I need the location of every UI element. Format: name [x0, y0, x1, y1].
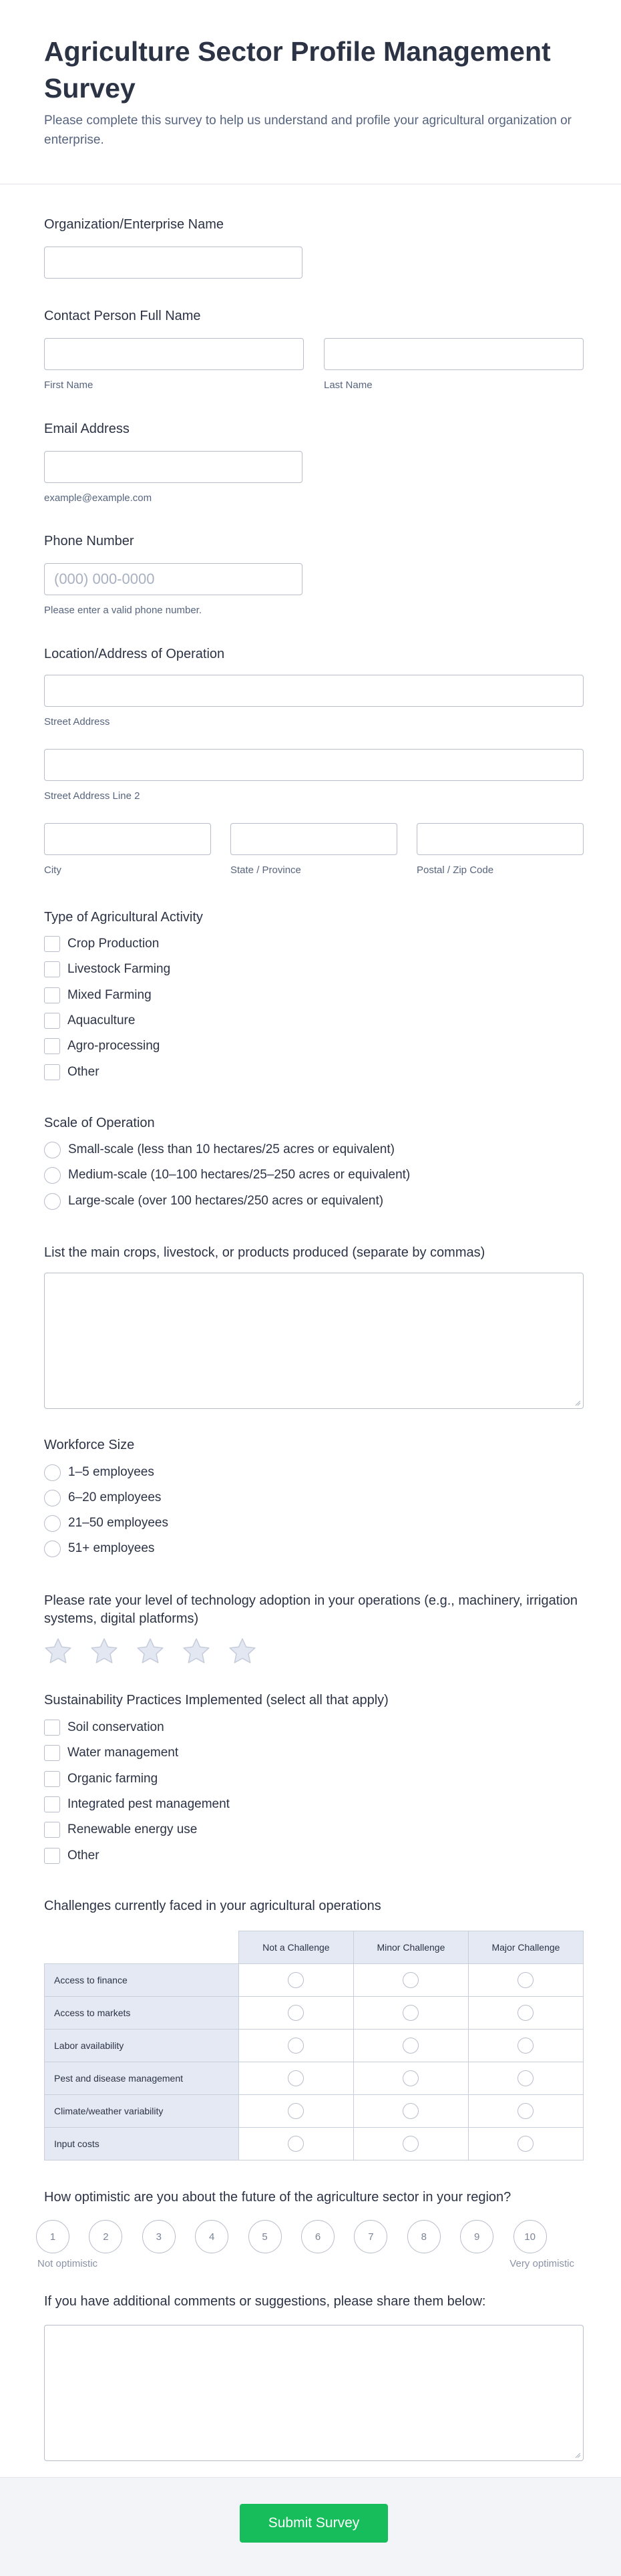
checkbox[interactable] — [44, 1038, 60, 1054]
phone-field — [44, 532, 584, 619]
matrix-cell[interactable] — [353, 2128, 468, 2160]
checkbox[interactable] — [44, 1745, 60, 1761]
comments-field — [44, 2293, 584, 2460]
star-icon[interactable] — [43, 1636, 73, 1667]
matrix-row-label: Labor availability — [45, 2030, 239, 2062]
radio[interactable] — [288, 1972, 304, 1988]
matrix-cell[interactable] — [468, 1964, 583, 1997]
checkbox[interactable] — [44, 1848, 60, 1864]
activity-option[interactable]: Aquaculture — [44, 1011, 135, 1030]
matrix-cell[interactable] — [353, 2095, 468, 2128]
matrix-row-label: Access to finance — [45, 1964, 239, 1997]
radio[interactable] — [518, 2103, 534, 2119]
matrix-cell[interactable] — [468, 2128, 583, 2160]
org-name-input[interactable] — [44, 247, 302, 279]
optimism-label: How optimistic are you about the future of the agriculture sector in your region? — [44, 2190, 511, 2205]
matrix-cell[interactable] — [353, 2030, 468, 2062]
matrix-row — [45, 2095, 584, 2128]
radio[interactable] — [518, 1972, 534, 1988]
star-icon[interactable] — [181, 1636, 212, 1667]
last-name-sublabel: Last Name — [324, 379, 373, 391]
radio[interactable] — [288, 2103, 304, 2119]
scale-option[interactable]: 9 — [460, 2220, 493, 2253]
matrix-cell[interactable] — [468, 2095, 583, 2128]
matrix-cell[interactable] — [468, 2062, 583, 2095]
sustainability-option[interactable]: Other — [44, 1846, 99, 1865]
checkbox[interactable] — [44, 936, 60, 952]
submit-button[interactable]: Submit Survey — [240, 2504, 388, 2543]
matrix-row — [45, 2128, 584, 2160]
address-field — [44, 645, 584, 879]
matrix-cell[interactable] — [353, 1964, 468, 1997]
activity-option[interactable]: Agro-processing — [44, 1037, 160, 1056]
street-address-input[interactable] — [44, 675, 584, 707]
activity-option[interactable]: Other — [44, 1063, 99, 1082]
first-name-input[interactable] — [44, 338, 304, 370]
radio[interactable] — [288, 2136, 304, 2152]
workforce-option[interactable]: 6–20 employees — [44, 1488, 161, 1507]
radio[interactable] — [403, 2038, 419, 2054]
matrix-cell[interactable] — [468, 2030, 583, 2062]
matrix-corner — [45, 1931, 239, 1964]
matrix-row — [45, 2062, 584, 2095]
address-label: Location/Address of Operation — [44, 647, 225, 661]
street-address-line2-input[interactable] — [44, 749, 584, 781]
scale-label: Scale of Operation — [44, 1116, 155, 1130]
scale-high-label: Very optimistic — [509, 2258, 574, 2269]
matrix-row-label: Input costs — [45, 2128, 239, 2160]
phone-sublabel: Please enter a valid phone number. — [44, 605, 202, 616]
zip-input[interactable] — [417, 823, 584, 855]
sustainability-field — [44, 1692, 584, 1872]
matrix-column-header: Major Challenge — [468, 1931, 583, 1964]
activity-type-label: Type of Agricultural Activity — [44, 910, 203, 925]
products-label: List the main crops, livestock, or products produced (separate by commas) — [44, 1245, 485, 1260]
checkbox[interactable] — [44, 1720, 60, 1736]
workforce-option[interactable]: 1–5 employees — [44, 1463, 154, 1482]
scale-option[interactable]: 7 — [354, 2220, 387, 2253]
matrix-cell[interactable] — [238, 2128, 353, 2160]
page-title: Agriculture Sector Profile Management Survey — [44, 36, 551, 104]
contact-name-field — [44, 307, 584, 394]
comments-label: If you have additional comments or suggestions, please share them below: — [44, 2294, 486, 2309]
optimism-field — [37, 2189, 584, 2269]
resize-grip-icon[interactable] — [574, 2452, 581, 2458]
radio[interactable] — [288, 2005, 304, 2021]
matrix-row — [45, 1964, 584, 1997]
radio[interactable] — [403, 2070, 419, 2086]
scale-option[interactable]: 1 — [36, 2220, 69, 2253]
activity-option[interactable]: Mixed Farming — [44, 986, 152, 1005]
challenges-field — [44, 1897, 584, 2164]
sustainability-label: Sustainability Practices Implemented (select all that apply) — [44, 1693, 389, 1708]
radio[interactable] — [44, 1515, 61, 1532]
radio[interactable] — [44, 1167, 61, 1184]
checkbox[interactable] — [44, 961, 60, 977]
scale-field — [44, 1114, 584, 1215]
workforce-field — [44, 1436, 584, 1563]
matrix-column-header: Not a Challenge — [238, 1931, 353, 1964]
challenges-label: Challenges currently faced in your agricultural operations — [44, 1899, 381, 1913]
activity-option[interactable]: Livestock Farming — [44, 960, 170, 979]
matrix-cell[interactable] — [468, 1997, 583, 2030]
org-name-field — [44, 216, 584, 283]
email-input[interactable] — [44, 451, 302, 483]
city-sublabel: City — [44, 864, 61, 876]
checkbox[interactable] — [44, 1822, 60, 1838]
radio[interactable] — [44, 1541, 61, 1557]
checkbox[interactable] — [44, 1796, 60, 1812]
activity-option[interactable]: Crop Production — [44, 935, 159, 953]
sustainability-option[interactable]: Integrated pest management — [44, 1795, 230, 1814]
scale-option[interactable]: 6 — [301, 2220, 335, 2253]
scale-option[interactable]: 10 — [513, 2220, 547, 2253]
street-address-sublabel: Street Address — [44, 716, 110, 728]
matrix-cell[interactable] — [238, 2095, 353, 2128]
scale-option[interactable]: 3 — [142, 2220, 176, 2253]
scale-option[interactable]: Large-scale (over 100 hectares/250 acres or equivalent) — [44, 1192, 383, 1211]
sustainability-option[interactable]: Soil conservation — [44, 1718, 164, 1737]
matrix-cell[interactable] — [353, 2062, 468, 2095]
matrix-header-row — [45, 1931, 584, 1964]
last-name-input[interactable] — [324, 338, 584, 370]
workforce-label: Workforce Size — [44, 1438, 135, 1452]
scale-option[interactable]: 5 — [248, 2220, 282, 2253]
checkbox[interactable] — [44, 987, 60, 1003]
resize-grip-icon[interactable] — [574, 1400, 581, 1406]
radio[interactable] — [44, 1193, 61, 1210]
matrix-row — [45, 2030, 584, 2062]
sustainability-option[interactable]: Renewable energy use — [44, 1820, 197, 1839]
matrix-cell[interactable] — [238, 1964, 353, 1997]
radio[interactable] — [518, 2136, 534, 2152]
scale-option[interactable]: 4 — [195, 2220, 228, 2253]
phone-label: Phone Number — [44, 534, 134, 548]
state-input[interactable] — [230, 823, 397, 855]
sustainability-option[interactable]: Water management — [44, 1744, 178, 1762]
page-subtitle: Please complete this survey to help us understand and profile your agricultural organization or enterprise. — [44, 114, 572, 147]
products-field — [44, 1244, 584, 1411]
matrix-cell[interactable] — [238, 1997, 353, 2030]
radio[interactable] — [403, 2005, 419, 2021]
matrix-row-label: Pest and disease management — [45, 2062, 239, 2095]
first-name-sublabel: First Name — [44, 379, 93, 391]
matrix-row — [45, 1997, 584, 2030]
zip-sublabel: Postal / Zip Code — [417, 864, 494, 876]
email-field — [44, 420, 584, 507]
matrix-row-label: Access to markets — [45, 1997, 239, 2030]
checkbox[interactable] — [44, 1013, 60, 1029]
matrix-column-header: Minor Challenge — [353, 1931, 468, 1964]
challenges-matrix — [44, 1931, 584, 2160]
scale-option[interactable]: 8 — [407, 2220, 441, 2253]
activity-type-field — [44, 909, 584, 1089]
radio[interactable] — [288, 2070, 304, 2086]
state-sublabel: State / Province — [230, 864, 301, 876]
matrix-cell[interactable] — [238, 2062, 353, 2095]
scale-option[interactable]: Small-scale (less than 10 hectares/25 acres or equivalent) — [44, 1140, 395, 1159]
email-label: Email Address — [44, 422, 130, 436]
matrix-cell[interactable] — [353, 1997, 468, 2030]
workforce-option[interactable]: 51+ employees — [44, 1539, 154, 1558]
checkbox[interactable] — [44, 1064, 60, 1080]
sustainability-option[interactable]: Organic farming — [44, 1770, 158, 1788]
radio[interactable] — [288, 2038, 304, 2054]
form-header — [0, 0, 621, 184]
scale-option[interactable]: Medium-scale (10–100 hectares/25–250 acres or equivalent) — [44, 1166, 410, 1184]
tech-rating-field — [44, 1592, 584, 1665]
scale-option[interactable]: 2 — [89, 2220, 122, 2253]
city-input[interactable] — [44, 823, 211, 855]
checkbox[interactable] — [44, 1771, 60, 1787]
comments-textarea[interactable] — [44, 2325, 584, 2461]
radio[interactable] — [403, 1972, 419, 1988]
matrix-row-label: Climate/weather variability — [45, 2095, 239, 2128]
street-address-line2-sublabel: Street Address Line 2 — [44, 790, 140, 802]
contact-name-label: Contact Person Full Name — [44, 309, 201, 323]
workforce-option[interactable]: 21–50 employees — [44, 1514, 168, 1533]
form-footer — [0, 2477, 621, 2576]
radio[interactable] — [44, 1464, 61, 1481]
radio[interactable] — [403, 2136, 419, 2152]
radio[interactable] — [518, 2038, 534, 2054]
star-icon[interactable] — [135, 1636, 166, 1667]
phone-input[interactable] — [44, 563, 302, 595]
matrix-cell[interactable] — [238, 2030, 353, 2062]
radio[interactable] — [403, 2103, 419, 2119]
tech-rating-label: Please rate your level of technology adoption in your operations (e.g., machinery, irrigation systems, digital platforms) — [44, 1593, 578, 1626]
radio[interactable] — [44, 1142, 61, 1158]
products-textarea[interactable] — [44, 1273, 584, 1409]
radio[interactable] — [44, 1490, 61, 1506]
radio[interactable] — [518, 2005, 534, 2021]
org-name-label: Organization/Enterprise Name — [44, 217, 224, 232]
scale-low-label: Not optimistic — [37, 2258, 98, 2269]
star-icon[interactable] — [89, 1636, 120, 1667]
star-icon[interactable] — [227, 1636, 258, 1667]
radio[interactable] — [518, 2070, 534, 2086]
email-sublabel: example@example.com — [44, 492, 152, 504]
